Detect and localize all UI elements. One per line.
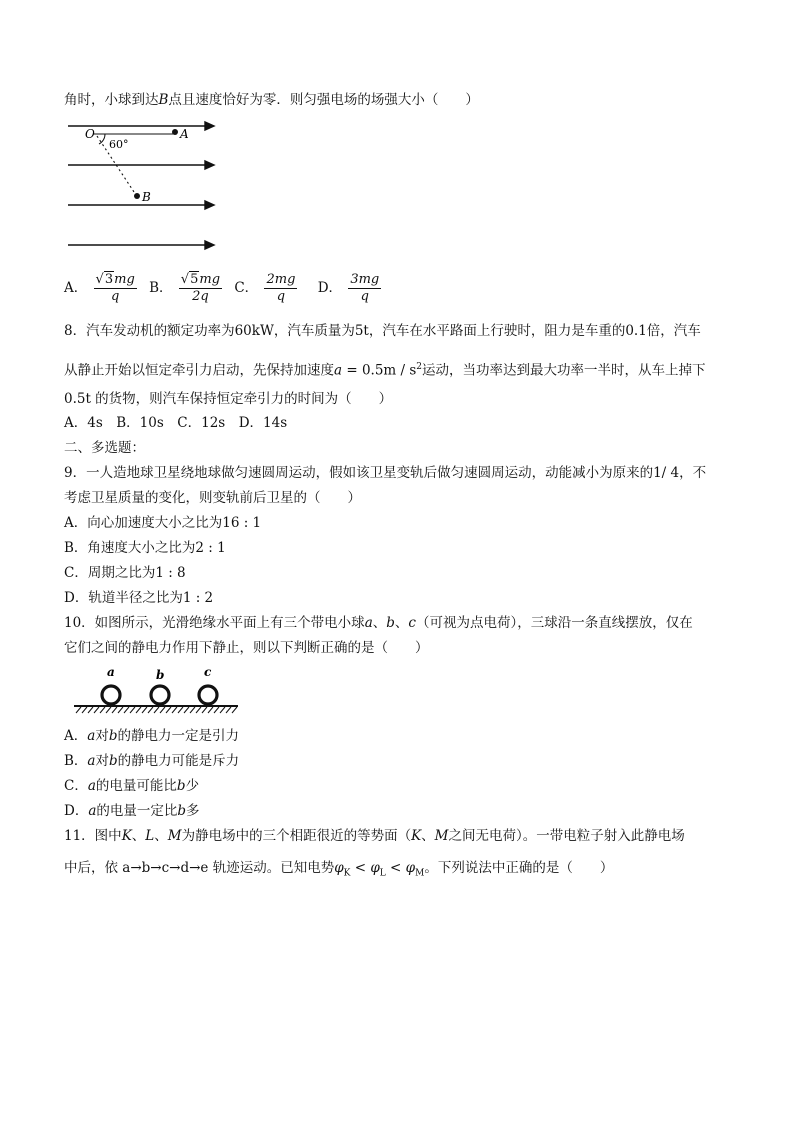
point-b: [134, 193, 140, 199]
section-title: 二、多选题：: [64, 440, 145, 456]
q10-line-1: 10．如图所示，光滑绝缘水平面上有三个带电小球a、b、c（可视为点电荷），三球沿一条直线摆放，仅在: [64, 615, 693, 631]
q8-line-2: 从静止开始以恒定牵引力启动，先保持加速度$a = 0.5m / s^2$运动，当功率达到最大功率一半时，从车上掉下: [64, 362, 706, 379]
label-b: B: [142, 190, 151, 204]
q8-line-3: 0.5t 的货物，则汽车保持恒定牵引力的时间为（ ）: [64, 391, 393, 407]
q10-option-c[interactable]: C．a的电量可能比b少: [64, 778, 200, 794]
q7-option-a[interactable]: A． $\frac{√3mg}{q}$: [64, 272, 135, 304]
q7-option-b[interactable]: B． $\frac{√5mg}{2q}$: [149, 272, 221, 304]
q7-options: [64, 272, 383, 305]
ball-label-a: a: [107, 665, 115, 679]
q7-option-d[interactable]: D． $\frac{3mg}{q}$: [317, 272, 380, 304]
q11-line-1: 11．图中K、L、M为静电场中的三个相距很近的等势面（K、M之间无电荷）。一带电粒子射入此静电场: [64, 828, 685, 844]
q10-option-a[interactable]: A．a对b的静电力一定是引力: [64, 728, 239, 744]
ball-a: [102, 686, 120, 704]
q7-field-figure: [64, 115, 224, 255]
label-angle: 60°: [109, 138, 129, 151]
angle-arc: [99, 134, 105, 144]
q8-line-1: 8．汽车发动机的额定功率为60kW，汽车质量为5t，汽车在水平路面上行驶时，阻力是车重的0.1倍，汽车: [64, 323, 701, 339]
arrow-head-3: [205, 201, 214, 209]
q8-options: A．4s B．10s C．12s D．14s: [64, 415, 288, 431]
ball-label-c: c: [204, 665, 212, 679]
q9-option-c[interactable]: C．周期之比为1 : 8: [64, 565, 186, 581]
label-o: O: [85, 127, 95, 141]
q10-line-2: 它们之间的静电力作用下静止，则以下判断正确的是（ ）: [64, 640, 429, 656]
arrow-head-1: [205, 122, 214, 130]
q7-stem: 角时，小球到达B点且速度恰好为零．则匀强电场的场强大小（ ）: [64, 92, 479, 108]
q10-balls-figure: [72, 664, 242, 716]
point-a: [172, 129, 178, 135]
ball-b: [151, 686, 169, 704]
q9-option-a[interactable]: A．向心加速度大小之比为16 : 1: [64, 515, 262, 531]
q9-option-d[interactable]: D．轨道半径之比为1 : 2: [64, 590, 214, 606]
label-a: A: [180, 127, 189, 141]
ball-label-b: b: [156, 668, 165, 682]
ground-hatching: [76, 707, 237, 713]
q9-line-2: 考虑卫星质量的变化，则变轨前后卫星的（ ）: [64, 490, 361, 506]
q9-line-1: 9．一人造地球卫星绕地球做匀速圆周运动，假如该卫星变轨后做匀速圆周运动，动能减小为原来的1/ 4，不: [64, 465, 707, 481]
ball-c: [199, 686, 217, 704]
q11-line-2: 中后，依 a→b→c→d→e 轨迹运动。已知电势$\varphi_K < \varphi_L < \varphi_M$。下列说法中正确的是（ ）: [64, 860, 614, 879]
q10-option-b[interactable]: B．a对b的静电力可能是斥力: [64, 753, 240, 769]
q7-option-c[interactable]: C． $\frac{2mg}{q}$: [234, 272, 296, 304]
arrow-head-2: [205, 161, 214, 169]
q10-option-d[interactable]: D．a的电量一定比b多: [64, 803, 200, 819]
arrow-head-4: [205, 241, 214, 249]
q9-option-b[interactable]: B．角速度大小之比为2 : 1: [64, 540, 226, 556]
